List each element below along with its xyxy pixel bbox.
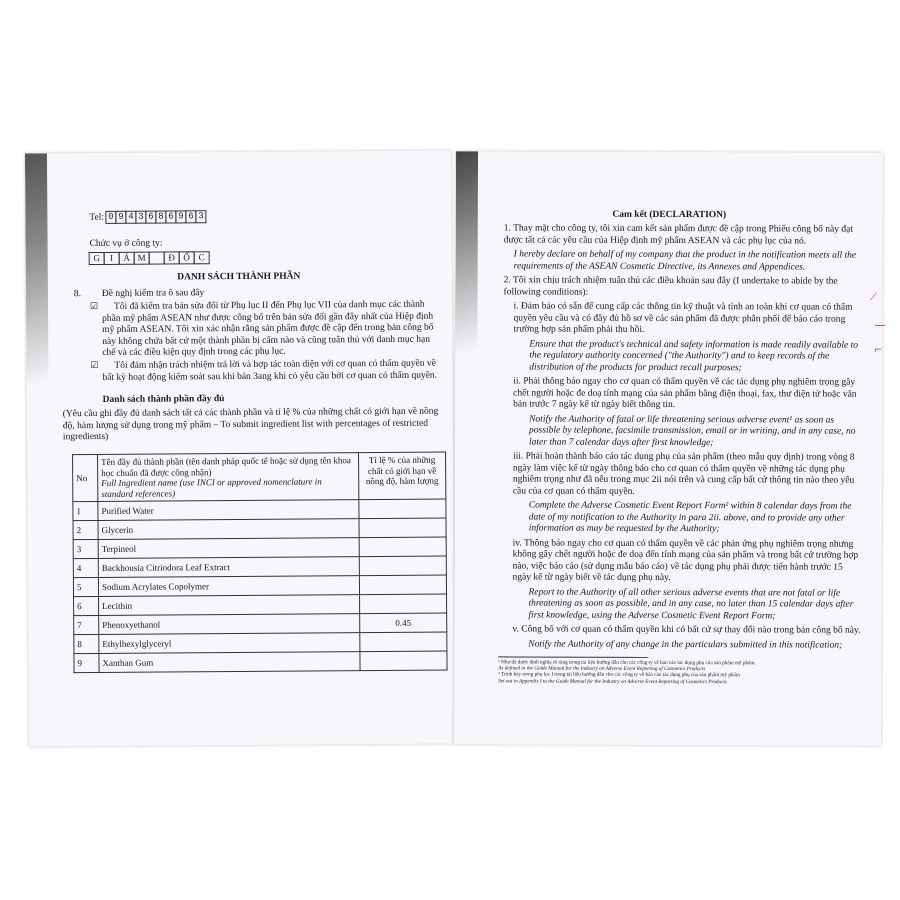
tel-row	[89, 210, 206, 224]
full-list-title: Danh sách thành phần đầy đủ	[102, 394, 225, 405]
position-letter-box: C	[194, 251, 210, 264]
table-row	[74, 632, 447, 654]
col-header-pct: Tỉ lệ % của những chất có giới hạn về nồng độ, hàm lượng	[359, 452, 446, 500]
clause-v-en: Notify the Authority of any change in the particulars submitted in this notification;	[528, 639, 843, 651]
table-row	[74, 594, 447, 616]
footnotes	[498, 659, 838, 685]
ingredient-percent-cell	[359, 575, 446, 595]
ingredient-table-body	[73, 499, 447, 673]
position-letter-box: Đ	[164, 251, 180, 264]
position-label: Chức vụ ở công ty:	[89, 238, 163, 250]
clause-iii-en: Complete the Adverse Cosmetic Event Report Form² within 8 calendar days from the date of my notification to the Authority in para 2ii. above, and to provide any other information as may be requested by the Authority;	[528, 500, 852, 535]
clause-iii-vi: iii. Phải hoàn thành báo cáo tác dụng phụ của sản phẩm (theo mẫu quy định) trong vòng 8 ngày làm việc kể từ ngày thông báo cho cơ quan có thẩm quyền về những tác dụng phụ nghiêm trọng như đã nêu trong mục 2ii nói trên và cung cấp bất cứ thông tin nào theo yêu cầu của cơ quan có thẩm quyền.	[512, 451, 855, 497]
tel-digit-box: 0	[105, 211, 116, 224]
ingredient-number-cell: 9	[74, 653, 99, 672]
para-1-en: I hereby declare on behalf of my company that the product in the notification meets all the requirements of the ASEAN Cosmetic Directive, its Annexes and Appendices.	[513, 249, 857, 272]
col-header-name-en: Full Ingredient name (use INCI or approved nomenclature in standard references)	[101, 476, 322, 499]
position-letter-boxes	[90, 251, 210, 265]
table-header-row	[73, 452, 446, 502]
tel-digit-box: 6	[185, 210, 196, 223]
ingredient-number-cell: 1	[73, 501, 98, 520]
col-header-name-vi: Tên đầy đủ thành phần (tên danh pháp quốc tế hoặc sử dụng tên khoa học chuẩn đã được công nhận)	[101, 455, 351, 478]
stamp-mark: ⌐	[874, 345, 883, 356]
ingredient-name-cell: Glycerin	[98, 519, 359, 540]
clause-v-vi: v. Công bố với cơ quan có thẩm quyền khi có bất cứ sự thay đổi nào trong bản công bố này.	[512, 624, 861, 636]
ingredient-percent-cell: 0.45	[360, 613, 447, 633]
table-row	[73, 537, 446, 559]
ingredient-name-cell: Lecithin	[99, 595, 360, 616]
position-letter-box	[149, 252, 165, 265]
tel-digit-boxes	[106, 210, 206, 224]
ingredient-name-cell: Phenoxyethanol	[99, 614, 360, 635]
clause-i-en: Ensure that the product's technical and safety information is made readily available to the regulatory authority concerned ("the Authority") and to keep records of the distribution of the products for product recall purposes;	[529, 339, 859, 373]
ingredient-name-cell: Xanthan Gum	[99, 652, 360, 673]
stamp-mark: ⟋	[870, 292, 877, 303]
table-row	[73, 518, 446, 540]
page-edge-shadow	[25, 153, 49, 383]
position-letter-box: M	[134, 252, 150, 265]
col-header-name	[98, 453, 359, 502]
table-row	[74, 651, 447, 673]
col-header-no: No	[73, 454, 98, 501]
footnote-divider	[498, 656, 648, 658]
clause-ii-en: Notify the Authority of fatal or life threatening serious adverse event¹ as soon as possible by telephone, facsimile transmission, email or in writing, and in any case, no later than 7 calendar days after first knowledge;	[529, 414, 856, 448]
position-letter-box: Á	[119, 252, 135, 265]
tel-digit-box: 6	[145, 211, 156, 224]
position-letter-box: I	[104, 252, 120, 265]
checkbox-paragraph-2	[90, 358, 438, 384]
ingredient-number-cell: 8	[74, 634, 99, 653]
section-title: DANH SÁCH THÀNH PHẦN	[177, 271, 301, 283]
tel-digit-box: 9	[115, 211, 126, 224]
ingredient-number-cell: 4	[73, 558, 98, 577]
ingredient-percent-cell	[359, 556, 446, 576]
para-2-vi: 2. Tôi xin chịu trách nhiệm tuân thủ các điều khoản sau đây (I undertake to abide by the following conditions):	[503, 275, 838, 298]
tel-digit-box: 3	[135, 211, 146, 224]
ingredient-percent-cell	[360, 632, 447, 652]
table-row	[74, 613, 447, 635]
clause-iv-en: Report to the Authority of all other serious adverse events that are not fatal or life threatening as soon as possible, and in any case, no later than 15 calendar days after first knowledge, using the Adverse Cosmetic Event Report Form;	[528, 587, 854, 621]
tel-digit-box: 4	[125, 211, 136, 224]
ingredient-percent-cell	[360, 594, 447, 614]
ingredient-name-cell: Purified Water	[98, 500, 359, 521]
ingredient-percent-cell	[359, 518, 446, 538]
ingredient-number-cell: 3	[73, 539, 98, 558]
table-row	[73, 575, 446, 597]
para-1-vi: 1. Thay mặt cho công ty, tôi xin cam kết sản phẩm được đề cập trong Phiếu công bố này đạt được tất cả các yêu cầu của Hiệp định mỹ phẩm ASEAN và các phụ lục của nó.	[503, 223, 853, 246]
stamp-mark: ❘	[874, 321, 886, 330]
position-letter-box: Ố	[179, 251, 195, 264]
ingredient-number-cell: 5	[73, 577, 98, 596]
ingredient-name-cell: Sodium Acrylates Copolymer	[98, 576, 359, 597]
checked-box-icon: ☑	[89, 301, 99, 313]
ingredient-percent-cell	[360, 651, 447, 671]
position-row	[90, 251, 210, 265]
ingredient-number-cell: 7	[74, 615, 99, 634]
footnote-1-vi: ¹ Như đã được định nghĩa rõ ràng trong tài liệu hướng dẫn cho các công ty về báo cáo tác dụng phụ của sản phẩm mỹ phẩm.	[498, 659, 756, 667]
right-document-page	[454, 151, 883, 745]
tel-digit-box: 9	[175, 210, 186, 223]
ingredient-percent-cell	[359, 499, 446, 519]
tel-digit-box: 6	[165, 210, 176, 223]
ingredient-number-cell: 6	[74, 596, 99, 615]
check1-text: Tôi đã kiểm tra bản sửa đổi từ Phụ lục II đến Phụ lục VII của danh mục các thành phần mỹ phẩm ASEAN như được công bố trên bản sửa đổi gần đây nhất của Hiệp định mỹ phẩm ASEAN. Tôi xin xác nhận rằng sản phẩm được đề cập đến trong bản công bố này không chứa bất cứ một thành phần bị cấm nào và cũng tuân thủ với danh mục hạn chế và các điều kiện quy định trong các phụ lục.	[102, 299, 434, 358]
ingredient-name-cell: Backhousia Citriodora Leaf Extract	[98, 557, 359, 578]
checkbox-paragraph-1	[89, 299, 437, 360]
clause-iv-vi: iv. Thông báo ngay cho cơ quan có thẩm quyền về các phản ứng phụ nghiêm trọng nhưng không gây chết người hoặc đe doạ đến tính mạng của sản phẩm và trong bất cứ trường hợp nào, việc báo cáo (sử dụng mẫu báo cáo) về tác dụng phụ phải được tiến hành trước 15 ngày kể từ ngày biết về tác dụng phụ này.	[512, 537, 859, 584]
ingredient-name-cell: Terpineol	[98, 538, 359, 559]
footnote-2-en: Set out in Appendix I to the Guide Manual for the Industry on Adverse Event Reporting of Cosmetics Products	[498, 678, 727, 685]
footnote-1-en: As defined in the Guide Manual for the Industry on Adverse Event Reporting of Cosmetics Products	[498, 665, 706, 673]
check2-text: Tôi đảm nhận trách nhiệm trả lời và hợp tác toàn diện với cơ quan có thẩm quyền về bất kỳ hoạt động kiểm soát sau khi bán 3ang khi có yêu cầu bởi cơ quan có thẩm quyền.	[102, 358, 438, 383]
page-edge-shadow	[455, 151, 478, 351]
table-row	[73, 556, 446, 578]
position-letter-box: G	[89, 252, 105, 265]
table-row	[73, 499, 446, 521]
ingredient-table	[72, 452, 448, 674]
declaration-title: Cam kết (DECLARATION)	[612, 209, 727, 221]
footnote-2-vi: ² Trình bày trong phụ lục I trong tài liệu hướng dẫn cho các công ty về báo cáo tác dụng phụ của sản phẩm mỹ phẩm	[498, 671, 740, 679]
ingredient-number-cell: 2	[73, 520, 98, 539]
tel-digit-box: 3	[195, 210, 206, 223]
clause-i-vi: i. Đảm bảo có sẵn để cung cấp các thông tin kỹ thuật và tính an toàn khi cơ quan có thẩm quyền yêu cầu và có đầy đủ hồ sơ về các sản phẩm đã được phân phối để báo cáo trong trường hợp sản phẩm phải thu hồi.	[513, 301, 853, 335]
tel-label: Tel:	[89, 212, 105, 223]
item-instruction: Đề nghị kiểm tra ô sau đây	[101, 288, 205, 299]
item-number: 8.	[73, 289, 82, 300]
left-document-page	[25, 151, 455, 747]
full-list-note: (Yêu cầu ghi đầy đủ danh sách tất cả các thành phần và tỉ lệ % của những chất có giới hạn về nồng độ, hàm lượng sử dụng trong mỹ phẩm – To submit ingredient list with percentages of restricted ingredients)	[62, 406, 439, 443]
declaration-body	[502, 223, 863, 651]
clause-ii-vi: ii. Phải thông báo ngay cho cơ quan có thẩm quyền về các tác dụng phụ nghiêm trọng gây chết người hoặc đe doạ tính mạng của sản phẩm bằng điện thoại, fax, thư điện tử hoặc văn bản trước 7 ngày kể từ ngày biết thông tin.	[513, 376, 857, 411]
ingredient-percent-cell	[359, 537, 446, 557]
ingredient-name-cell: Ethylhexylglyceryl	[99, 633, 360, 654]
checked-box-icon: ☑	[90, 360, 99, 372]
tel-digit-box: 8	[155, 211, 166, 224]
